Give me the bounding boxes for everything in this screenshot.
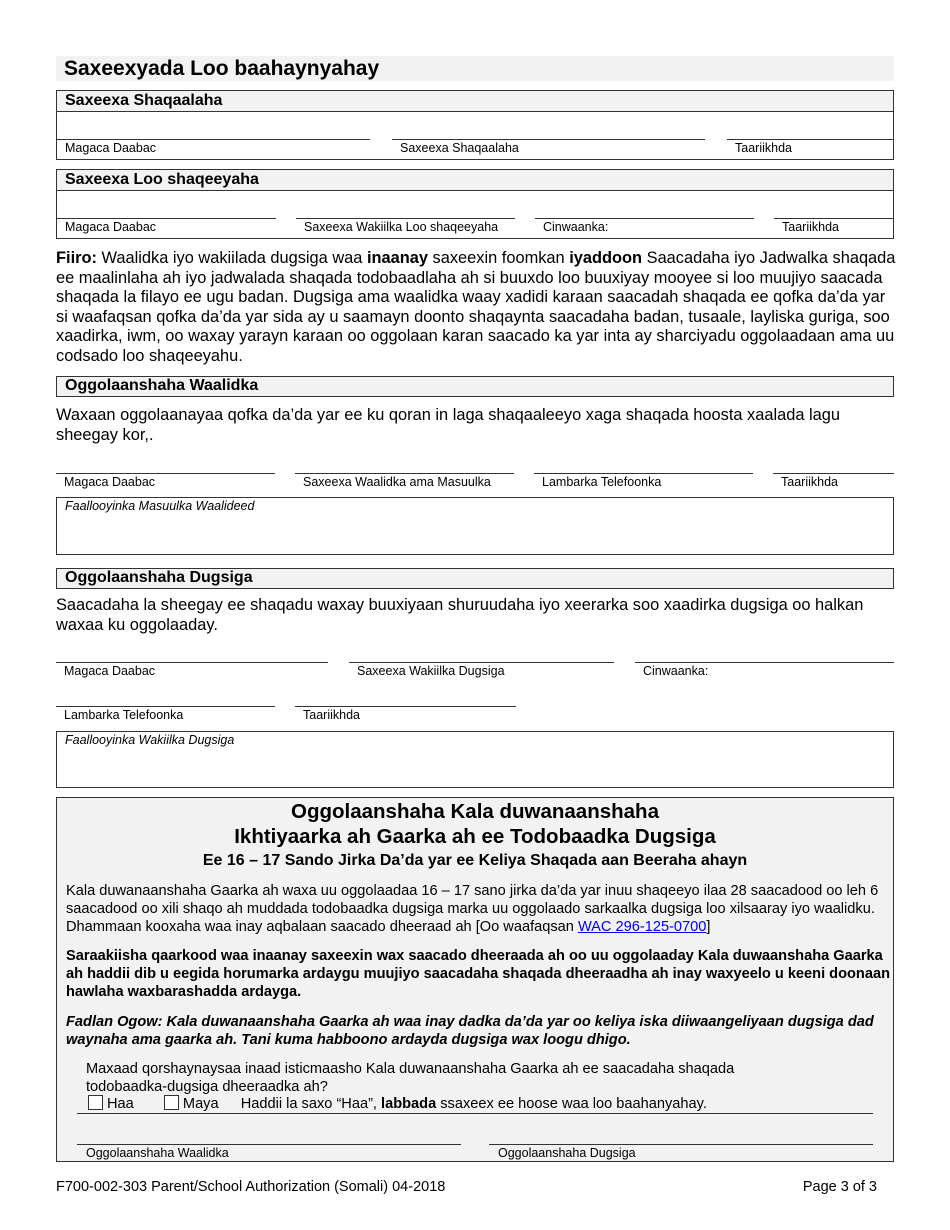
flex-description (66, 882, 891, 936)
note-emphasis: iyaddoon (569, 249, 643, 267)
note-text: Saacadaha iyo Jadwalka shaqada ee maalinlaha ah iyo jadwalada shaqada todobaadlaha ah si buuxdo loo buuxiyay mooyee si loo muujiyo saacada shaqada la filayo ee ugu badan. Dugsiga ama waalidka waay xadidi karaan saacadah shaqada ee qofka da’da yar si waafaqsan qofka da’da yar sida ay u saamayn doonto shaqaynta saacadaha badan, tusaale, layliska guriga, soo xaadirka, iwm, oo waxay yarayn karaan oo oggolaan karan saacado ka yar inta ay sharciyadu oggolaadaan ama uu codsado loo shaqeeyahu. (56, 249, 896, 365)
yes-label: Haa (107, 1096, 134, 1112)
wac-link[interactable]: WAC 296-125-0700 (577, 919, 707, 935)
parent-consent-header (56, 376, 894, 397)
answer-underline (77, 1113, 873, 1114)
section-subtitle: Ee 16 – 17 Sando Jirka Da’da yar ee Keliya Shaqada aan Beeraha ahayn (202, 852, 748, 869)
print-name-line[interactable] (57, 218, 276, 219)
field-label: Cinwaanka: (643, 664, 709, 678)
print-name-line[interactable] (57, 139, 370, 140)
school-consent-header (56, 568, 894, 589)
employee-signature-section (56, 90, 894, 160)
field-label: Saxeexa Shaqaalaha (400, 141, 519, 155)
note-paragraph (56, 249, 896, 367)
yes-checkbox[interactable] (88, 1095, 103, 1110)
phone-line[interactable] (56, 706, 275, 707)
comments-label: Faallooyinka Masuulka Waalideed (65, 499, 255, 513)
field-label: Saxeexa Wakiilka Dugsiga (357, 664, 505, 678)
field-label: Magaca Daabac (64, 475, 156, 489)
phone-line[interactable] (534, 473, 753, 474)
field-label: Taariikhda (303, 708, 360, 722)
section-heading: Saxeexa Loo shaqeeyaha (65, 171, 259, 188)
section-header (57, 91, 893, 112)
school-consent-text: Saacadaha la sheegay ee shaqadu waxay buuxiyaan shuruudaha iyo xeerarka soo xaadirka dugsiga oo halkan waxaa ku oggolaaday. (56, 596, 864, 634)
parent-approval-line[interactable] (77, 1144, 461, 1145)
note-label: Fiiro: (56, 249, 97, 267)
signature-line[interactable] (392, 139, 705, 140)
field-label: Taariikhda (781, 475, 838, 489)
page-number: Page 3 of 3 (802, 1179, 877, 1195)
parent-signature-line[interactable] (295, 473, 514, 474)
school-signature-line[interactable] (349, 662, 614, 663)
field-label: Oggolaanshaha Dugsiga (498, 1146, 636, 1160)
field-label: Magaca Daabac (65, 220, 157, 234)
date-line[interactable] (295, 706, 516, 707)
flex-schedule-section (56, 797, 894, 1162)
note-emphasis: inaanay (366, 249, 428, 267)
field-label: Magaca Daabac (65, 141, 157, 155)
address-line[interactable] (635, 662, 894, 663)
field-label: Lambarka Telefoonka (542, 475, 662, 489)
comments-label: Faallooyinka Wakiilka Dugsiga (65, 733, 235, 747)
page-title-bar (56, 56, 894, 81)
note-text: Waalidka iyo wakiilada dugsiga waa (96, 249, 367, 267)
section-title: Oggolaanshaha Kala duwanaanshaha (291, 800, 659, 823)
section-header (57, 170, 893, 191)
instruction-text: Haddii la saxo “Haa”, (240, 1096, 382, 1112)
date-line[interactable] (773, 473, 894, 474)
section-heading: Oggolaanshaha Dugsiga (65, 569, 253, 586)
employer-signature-section (56, 169, 894, 239)
parent-comments-box[interactable] (56, 497, 894, 555)
parent-consent-text: Waxaan oggolaanayaa qofka da’da yar ee ku qoran in laga shaqaaleeyo xaga shaqada hoosta xaalada lagu sheegay kor,. (56, 406, 841, 444)
field-label: Saxeexa Waalidka ama Masuulka (303, 475, 491, 489)
answer-row (88, 1095, 707, 1112)
instruction-emphasis: labbada (381, 1096, 437, 1112)
field-label: Magaca Daabac (64, 664, 156, 678)
field-label: Lambarka Telefoonka (64, 708, 184, 722)
no-checkbox[interactable] (164, 1095, 179, 1110)
section-heading: Oggolaanshaha Waalidka (65, 377, 259, 394)
page-title: Saxeexyada Loo baahaynyahay (64, 57, 380, 80)
print-name-line[interactable] (56, 473, 275, 474)
officials-warning: Saraakiisha qaarkood waa inaanay saxeexin wax saacado dheeraada ah oo uu oggolaaday Kala duwaanshaha Gaarka ah haddii dib u eegida horumarka ardaygu muujiyo saacadaha shaqada dheeraadha ah inay waxyeelo u keeni doonaan hawlaha waxbarashadda ardayga. (66, 948, 890, 1000)
plan-question: Maxaad qorshaynaysaa inaad isticmaasho Kala duwanaanshaha Gaarka ah ee saacadaha shaqada todobaadka-dugsiga dheeraadka ah? (86, 1061, 735, 1095)
print-name-line[interactable] (56, 662, 328, 663)
description-text: ] (706, 919, 711, 935)
school-comments-box[interactable] (56, 731, 894, 788)
field-label: Cinwaanka: (543, 220, 609, 234)
no-label: Maya (182, 1096, 219, 1112)
field-label: Taariikhda (782, 220, 839, 234)
section-title: Ikhtiyaarka ah Gaarka ah ee Todobaadka Dugsiga (234, 825, 716, 848)
address-line[interactable] (535, 218, 754, 219)
field-label: Saxeexa Wakiilka Loo shaqeeyaha (304, 220, 499, 234)
date-line[interactable] (774, 218, 894, 219)
please-note: Fadlan Ogow: Kala duwanaanshaha Gaarka ah waa inay dadka da’da yar oo keliya iska diiwaangeliyaan dugsiga dad waynaha ama gaarka ah. Tani kuma habboono ardayda dugsiga wax loogu dhigo. (66, 1014, 874, 1048)
instruction-text: ssaxeex ee hoose waa loo baahanyahay. (436, 1096, 707, 1112)
signature-line[interactable] (296, 218, 515, 219)
date-line[interactable] (727, 139, 894, 140)
section-heading: Saxeexa Shaqaalaha (65, 92, 223, 109)
field-label: Taariikhda (735, 141, 792, 155)
field-label: Oggolaanshaha Waalidka (86, 1146, 229, 1160)
school-approval-line[interactable] (489, 1144, 873, 1145)
note-text: saxeexin foomkan (428, 249, 570, 267)
form-id: F700-002-303 Parent/School Authorization (Somali) 04-2018 (56, 1179, 446, 1195)
description-text: Kala duwanaanshaha Gaarka ah waxa uu oggolaadaa 16 – 17 sano jirka da’da yar inuu shaqeeyo ilaa 28 saacadood oo leh 6 saacadood oo xili shaqo ah muddada todobaadka dugsiga marka uu oggolaado sarkaalka dugsiga loo xilsaaray iyo waalidku. Dhammaan kooxaha waa inay aqbalaan saacado dheeraad ah [Oo waafaqsan (66, 883, 879, 935)
